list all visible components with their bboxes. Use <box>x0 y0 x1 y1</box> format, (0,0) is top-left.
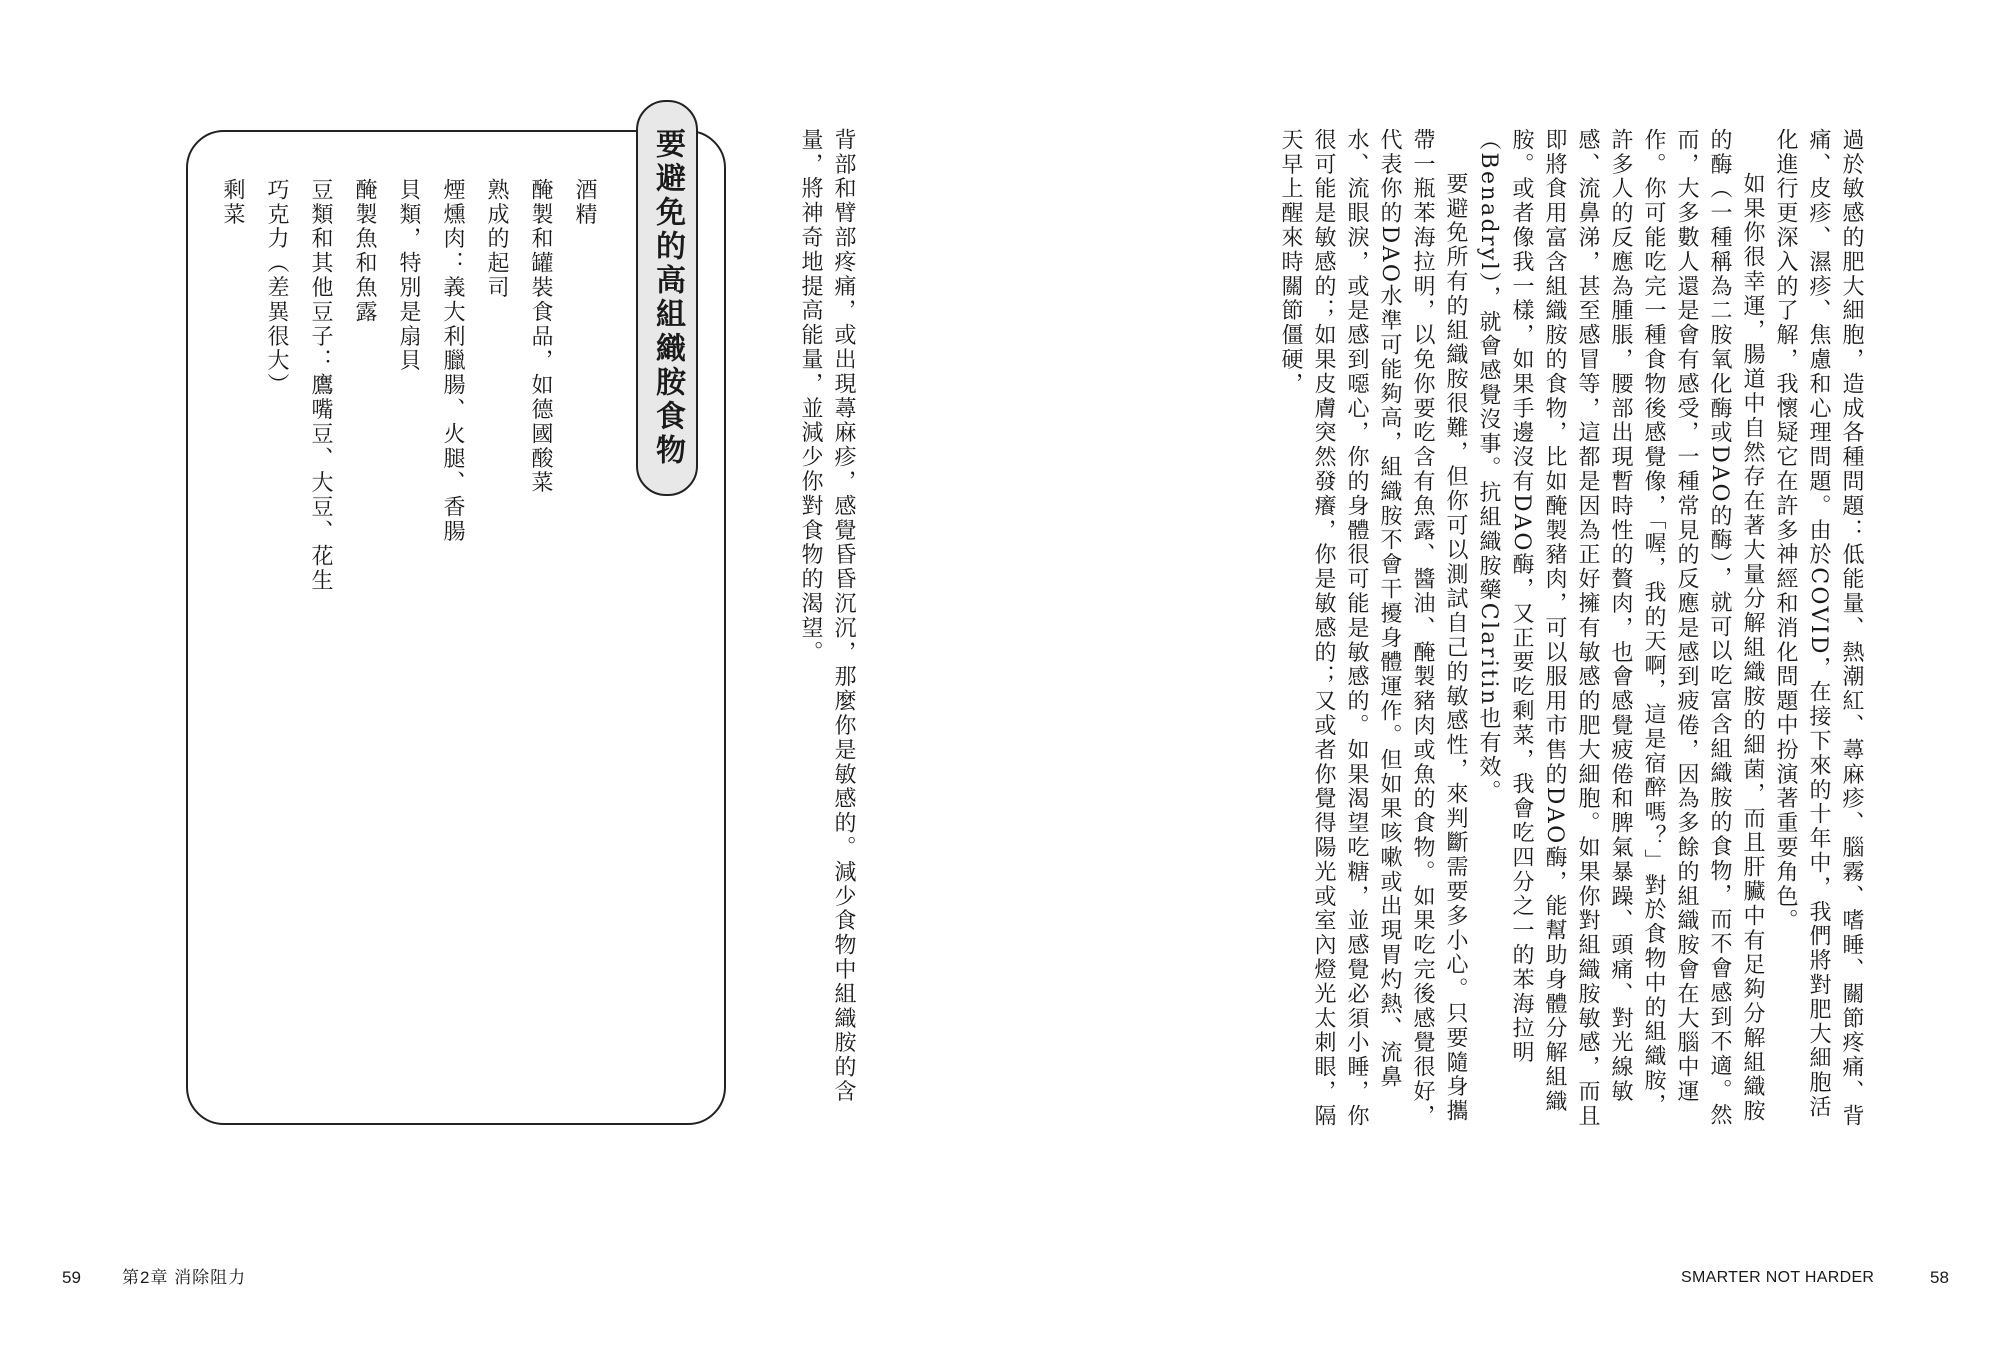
list-item: 熟成的起司 <box>484 178 509 300</box>
high-histamine-food-list <box>216 178 606 1078</box>
list-item: 醃製魚和魚露 <box>352 178 377 325</box>
list-item: 剩菜 <box>220 178 245 227</box>
right-page <box>1004 0 2007 1358</box>
right-body-text <box>1278 128 1868 1138</box>
list-item: 酒精 <box>572 178 597 227</box>
left-paragraph: 背部和臂部疼痛，或出現蕁麻疹，感覺昏昏沉沉，那麼你是敏感的。減少食物中組織胺的含量，將神奇地提高能量，並減少你對食物的渴望。 <box>798 128 856 1104</box>
list-item: 醃製和罐裝食品，如德國酸菜 <box>528 178 553 496</box>
left-page <box>0 0 1003 1358</box>
right-paragraph-1: 過於敏感的肥大細胞，造成各種問題：低能量、熱潮紅、蕁麻疹、腦霧、嗜睡、關節疼痛、背痛、皮疹、濕疹、焦慮和心理問題。由於COVID，在接下來的十年中，我們將對肥大細胞活化進行更深入的了解，我懷疑它在許多神經和消化問題中扮演著重要角色。 <box>1773 128 1864 1129</box>
left-page-number: 59 <box>62 1268 81 1287</box>
chapter-title: 第2章 消除阻力 <box>122 1268 247 1287</box>
left-body-text <box>780 128 860 1138</box>
sidebar-title: 要避免的高組織胺食物 <box>650 128 685 468</box>
list-item: 貝類，特別是扇貝 <box>396 178 421 374</box>
list-item: 豆類和其他豆子：鷹嘴豆、大豆、花生 <box>308 178 333 593</box>
right-paragraph-3: 要避免所有的組織胺很難，但你可以測試自己的敏感性，來判斷需要多小心。只要隨身攜帶一瓶苯海拉明，以免你要吃含有魚露、醬油、醃製豬肉或魚的食物。如果吃完後感覺很好，代表你的DAO水準可能夠高，組織胺不會干擾身體運作。但如果咳嗽或出現胃灼熱、流鼻水、流眼淚，或是感到噁心，你的身體很可能是敏感的。如果渴望吃糖，並感覺必須小睡，你很可能是敏感的；如果皮膚突然發癢，你是敏感的；又或者你覺得陽光或室內燈光太刺眼，隔天早上醒來時關節僵硬， <box>1278 128 1468 1129</box>
list-item: 煙燻肉：義大利臘腸、火腿、香腸 <box>440 178 465 544</box>
list-item: 巧克力（差異很大） <box>264 178 289 398</box>
book-title: SMARTER NOT HARDER <box>1681 1269 1875 1286</box>
right-page-number: 58 <box>1930 1268 1949 1287</box>
right-paragraph-2: 如果你很幸運，腸道中自然存在著大量分解組織胺的細菌，而且肝臟中有足夠分解組織胺的酶（一種稱為二胺氧化酶或DAO的酶），就可以吃富含組織胺的食物，而不會感到不適。然而，大多數人還是會有感受，一種常見的反應是感到疲倦，因為多餘的組織胺會在大腦中運作。你可能吃完一種食物後感覺像，「喔，我的天啊，這是宿醉嗎？」對於食物中的組織胺，許多人的反應為腫脹，腰部出現暫時性的贅肉，也會感覺疲倦和脾氣暴躁、頭痛、對光線敏感、流鼻涕，甚至感冒等，這都是因為正好擁有敏感的肥大細胞。如果你對組織胺敏感，而且即將食用富含組織胺的食物，比如醃製豬肉，可以服用市售的DAO酶，能幫助身體分解組織胺。或者像我一樣，如果手邊沒有DAO酶，又正要吃剩菜，我會吃四分之一的苯海拉明（Benadryl），就會感覺沒事。抗組織胺藥Claritin也有效。 <box>1476 128 1765 1129</box>
sidebar-title-tab <box>636 100 698 496</box>
